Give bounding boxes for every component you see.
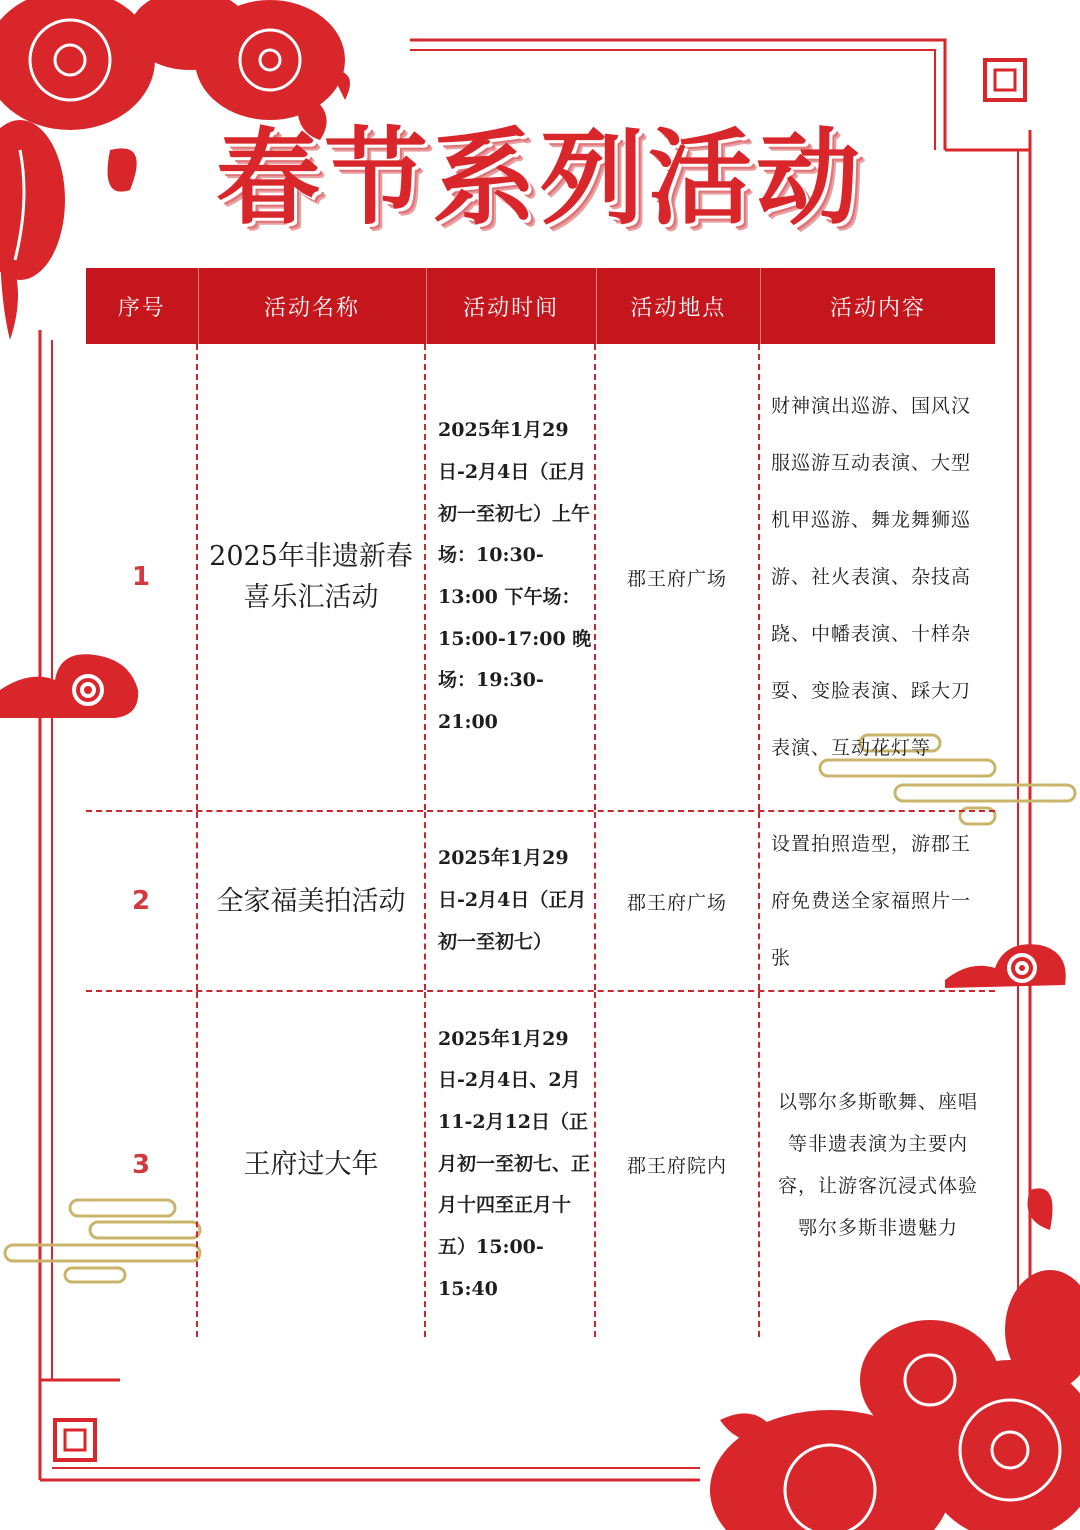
activity-time: 2025年1月29日-2月4日（正月初一至初七） — [426, 812, 596, 990]
activity-table — [86, 268, 995, 1337]
table-row — [86, 344, 995, 812]
table-row — [86, 812, 995, 992]
activity-place: 郡王府院内 — [596, 992, 760, 1337]
activity-place: 郡王府广场 — [596, 344, 760, 810]
page-title: 春节系列活动 — [215, 117, 864, 239]
column-header-time: 活动时间 — [427, 268, 597, 344]
row-index: 3 — [86, 992, 198, 1337]
activity-time: 2025年1月29日-2月4日（正月初一至初七）上午场：10:30-13:00 下午场：15:00-17:00 晚场：19:30-21:00 — [426, 344, 596, 810]
column-header-name: 活动名称 — [199, 268, 427, 344]
activity-name: 全家福美拍活动 — [198, 812, 426, 990]
table-header — [86, 268, 995, 344]
activity-content: 以鄂尔多斯歌舞、座唱等非遗表演为主要内容，让游客沉浸式体验鄂尔多斯非遗魅力 — [777, 1090, 978, 1239]
column-header-index: 序号 — [86, 268, 199, 344]
row-index: 2 — [86, 812, 198, 990]
activity-name: 王府过大年 — [198, 992, 426, 1337]
row-index: 1 — [86, 344, 198, 810]
column-header-place: 活动地点 — [597, 268, 761, 344]
column-header-content: 活动内容 — [830, 295, 927, 321]
activity-place: 郡王府广场 — [596, 812, 760, 990]
activity-name: 2025年非遗新春喜乐汇活动 — [198, 344, 426, 810]
activity-content: 财神演出巡游、国风汉服巡游互动表演、大型机甲巡游、舞龙舞狮巡游、社火表演、杂技高跷、中幡表演、十样杂耍、变脸表演、踩大刀表演、互动花灯等 — [771, 394, 972, 759]
activity-content: 设置拍照造型，游郡王府免费送全家福照片一张 — [771, 832, 972, 969]
table-row — [86, 992, 995, 1337]
activity-time: 2025年1月29日-2月4日、2月11-2月12日（正月初一至初七、正月十四至正月十五）15:00-15:40 — [426, 992, 596, 1337]
